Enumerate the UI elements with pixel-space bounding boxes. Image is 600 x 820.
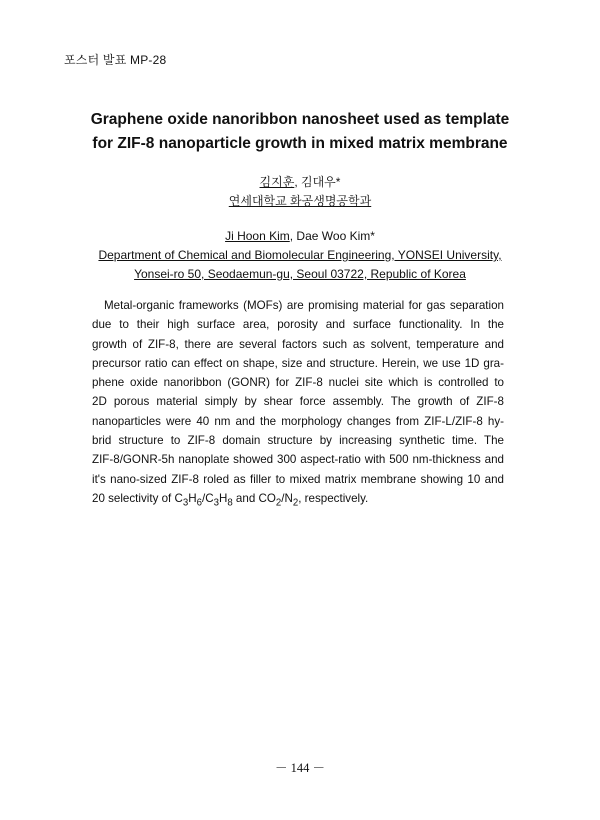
formula-c3h8 [201,491,233,509]
formula-subscript: 2 [292,497,299,509]
korean-affiliation: 연세대학교 화공생명공학과 [228,194,372,208]
presenting-author-en: Ji Hoon Kim [225,229,290,243]
english-affiliation-line-2: Yonsei-ro 50, Seodaemun-gu, Seoul 03722, Republic of Korea [134,267,466,281]
formula-part: CO [258,491,276,505]
title-line-2: for ZIF-8 nanoparticle growth in mixed matrix membrane [92,135,508,152]
abstract-last-line [92,489,504,513]
paper-title [40,108,560,156]
abstract-body [92,296,504,513]
english-author-block [0,227,600,284]
abstract-line: Metal-organic frameworks (MOFs) are promising material for gas separation [104,299,504,312]
session-label: 포스터 발표 MP-28 [64,53,167,67]
formula-part: H [218,491,228,505]
abstract-line: ZIF-8/GONR-5h nanoplate showed 300 aspect-ratio with 500 nm-thickness and [92,453,504,467]
formula-part: H [188,491,197,505]
abstract-line: precursor ratio can effect on shape, size and structure. Herein, we use 1D gra- [92,356,504,370]
coauthor-en: , Dae Woo Kim* [289,229,375,243]
conjunction-text: and [232,491,259,505]
presenting-author-kr: 김지훈 [259,175,295,189]
formula-part: C [174,491,183,505]
abstract-line: phene oxide nanoribbon (GONR) for ZIF-8 nuclei site which is controlled to [92,376,504,390]
korean-author-block [0,173,600,211]
formula-part: /N [281,491,293,505]
formula-subscript: 8 [227,497,233,509]
selectivity-prefix: 20 selectivity of [92,491,175,505]
formula-c3h6 [174,491,202,509]
abstract-line: 2D porous material simply by shear force assembly. The growth of ZIF-8 [92,395,504,409]
abstract-line: due to their high surface area, porosity and surface functionality. In the [92,318,504,332]
abstract-line: nanoparticles were 40 nm and the morphology changes from ZIF-L/ZIF-8 hy- [92,414,504,428]
abstract-line: growth of ZIF-8, there are several factors such as solvent, temperature and [92,337,504,351]
english-affiliation-line-1: Department of Chemical and Biomolecular Engineering, YONSEI University, [98,248,502,262]
coauthor-kr: , 김대우* [294,175,341,189]
formula-subscript: 3 [213,497,219,509]
korean-author-names [0,173,600,192]
abstract-line: it's nano-sized ZIF-8 roled as filler to mixed matrix membrane showing 10 and [92,472,504,486]
formula-subscript: 6 [196,497,202,509]
formula-co2-n2 [258,491,299,509]
abstract-line: brid structure to ZIF-8 domain structure by increasing synthetic time. The [92,434,504,448]
formula-subscript: 3 [182,497,189,509]
title-line-1: Graphene oxide nanoribbon nanosheet used as template [90,111,510,128]
page-number: － 144 － [274,761,325,775]
formula-part: /C [201,491,214,505]
formula-subscript: 2 [275,497,282,509]
selectivity-suffix: , respectively. [298,491,369,505]
english-author-names [0,227,600,246]
